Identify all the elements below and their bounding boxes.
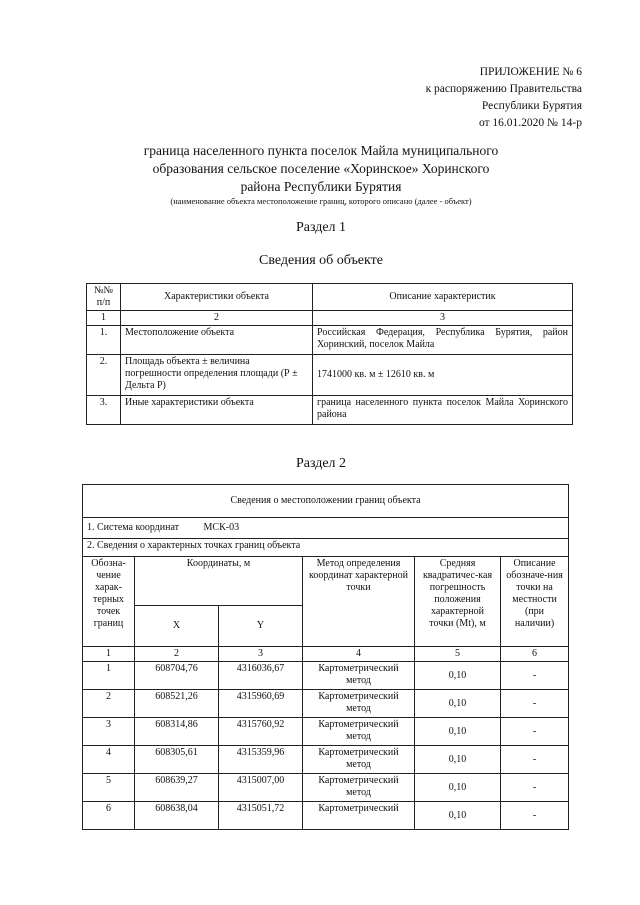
appendix-line-2: к распоряжению Правительства — [425, 83, 582, 95]
title-note: (наименование объекта местоположение границ, которого описано (далее - объект) — [170, 196, 472, 206]
row-value: 1741000 кв. м ± 12610 кв. м — [313, 355, 573, 396]
point-error: 0,10 — [415, 718, 501, 746]
document-title — [60, 142, 582, 196]
point-number: 2 — [83, 690, 135, 718]
point-description: - — [501, 746, 569, 774]
point-method: Картометрический метод — [303, 746, 415, 774]
point-number: 4 — [83, 746, 135, 774]
point-error: 0,10 — [415, 802, 501, 830]
point-y: 4315007,00 — [219, 774, 303, 802]
appendix-line-4: от 16.01.2020 № 14-р — [478, 117, 582, 129]
point-description: - — [501, 690, 569, 718]
table-row — [87, 355, 573, 396]
point-description: - — [501, 662, 569, 690]
appendix-line-1: ПРИЛОЖЕНИЕ № 6 — [479, 66, 582, 78]
points-title-row — [83, 539, 569, 557]
row-number: 1. — [87, 326, 121, 355]
coord-system — [83, 518, 569, 539]
point-x: 608305,61 — [135, 746, 219, 774]
header-y: Y — [219, 606, 303, 647]
header-coordinates: Координаты, м — [135, 557, 303, 606]
point-method: Картометрический метод — [303, 690, 415, 718]
table-row — [83, 774, 569, 802]
point-y: 4315960,69 — [219, 690, 303, 718]
table-row — [83, 690, 569, 718]
appendix-line-3: Республики Бурятия — [481, 100, 582, 112]
col-num-3: 3 — [313, 311, 573, 326]
point-number: 1 — [83, 662, 135, 690]
title-line-3: района Республики Бурятия — [240, 179, 402, 194]
points-title: 2. Сведения о характерных точках границ объекта — [83, 539, 569, 557]
table-row — [87, 326, 573, 355]
column-number-row — [87, 311, 573, 326]
point-method: Картометрический метод — [303, 662, 415, 690]
point-error: 0,10 — [415, 662, 501, 690]
point-method: Картометрический — [303, 802, 415, 830]
boundary-points-table — [82, 484, 569, 830]
header-description: Описание обозначе-ния точки на местности (при наличии) — [501, 557, 569, 647]
col-num-2: 2 — [135, 647, 219, 662]
header-description: Описание характеристик — [313, 284, 573, 311]
row-characteristic: Местоположение объекта — [121, 326, 313, 355]
header-method: Метод определения координат характерной точки — [303, 557, 415, 647]
row-value: граница населенного пункта поселок Майла Хоринского района — [313, 396, 573, 425]
point-x: 608638,04 — [135, 802, 219, 830]
point-error: 0,10 — [415, 774, 501, 802]
point-x: 608521,26 — [135, 690, 219, 718]
point-error: 0,10 — [415, 690, 501, 718]
coord-system-value: МСК-03 — [203, 522, 240, 533]
point-x: 608314,86 — [135, 718, 219, 746]
col-num-1: 1 — [87, 311, 121, 326]
header-x: X — [135, 606, 219, 647]
point-y: 4315359,96 — [219, 746, 303, 774]
col-num-3: 3 — [219, 647, 303, 662]
col-num-1: 1 — [83, 647, 135, 662]
point-number: 6 — [83, 802, 135, 830]
point-number: 3 — [83, 718, 135, 746]
col-num-6: 6 — [501, 647, 569, 662]
point-description: - — [501, 718, 569, 746]
appendix-header — [426, 64, 582, 132]
table-row — [83, 718, 569, 746]
point-method: Картометрический метод — [303, 718, 415, 746]
coord-system-row — [83, 518, 569, 539]
row-number: 2. — [87, 355, 121, 396]
row-value: Российская Федерация, Республика Бурятия, район Хоринский, поселок Майла — [313, 326, 573, 355]
object-info-table — [86, 283, 573, 425]
point-y: 4316036,67 — [219, 662, 303, 690]
point-y: 4315760,92 — [219, 718, 303, 746]
col-num-2: 2 — [121, 311, 313, 326]
header-error: Средняя квадратичес-кая погрешность положения характерной точки (Mt), м — [415, 557, 501, 647]
section-1-subheading: Сведения об объекте — [259, 253, 383, 268]
point-description: - — [501, 774, 569, 802]
table-row — [87, 396, 573, 425]
point-description: - — [501, 802, 569, 830]
point-method: Картометрический метод — [303, 774, 415, 802]
col-num-4: 4 — [303, 647, 415, 662]
point-x: 608639,27 — [135, 774, 219, 802]
title-line-1: граница населенного пункта поселок Майла муниципального — [143, 143, 499, 158]
table-row — [83, 802, 569, 830]
row-number: 3. — [87, 396, 121, 425]
table-header-row — [87, 284, 573, 311]
row-characteristic: Площадь объекта ± величина погрешности определения площади (Р ± Дельта Р) — [121, 355, 313, 396]
column-number-row — [83, 647, 569, 662]
table-header-row — [83, 557, 569, 606]
table-row — [83, 746, 569, 774]
table-title-row — [83, 485, 569, 518]
header-designation: Обозна-чение харак-терных точек границ — [83, 557, 135, 647]
title-line-2: образования сельское поселение «Хоринское» Хоринского — [152, 161, 490, 176]
col-num-5: 5 — [415, 647, 501, 662]
table-title: Сведения о местоположении границ объекта — [83, 485, 569, 518]
point-error: 0,10 — [415, 746, 501, 774]
point-number: 5 — [83, 774, 135, 802]
header-characteristics: Характеристики объекта — [121, 284, 313, 311]
header-number: №№ п/п — [87, 284, 121, 311]
point-y: 4315051,72 — [219, 802, 303, 830]
table-row — [83, 662, 569, 690]
row-characteristic: Иные характеристики объекта — [121, 396, 313, 425]
coord-system-label: 1. Система координат — [87, 522, 180, 533]
points-body — [83, 662, 569, 830]
section-1-heading: Раздел 1 — [295, 220, 347, 235]
section-2-heading: Раздел 2 — [295, 456, 347, 471]
point-x: 608704,76 — [135, 662, 219, 690]
